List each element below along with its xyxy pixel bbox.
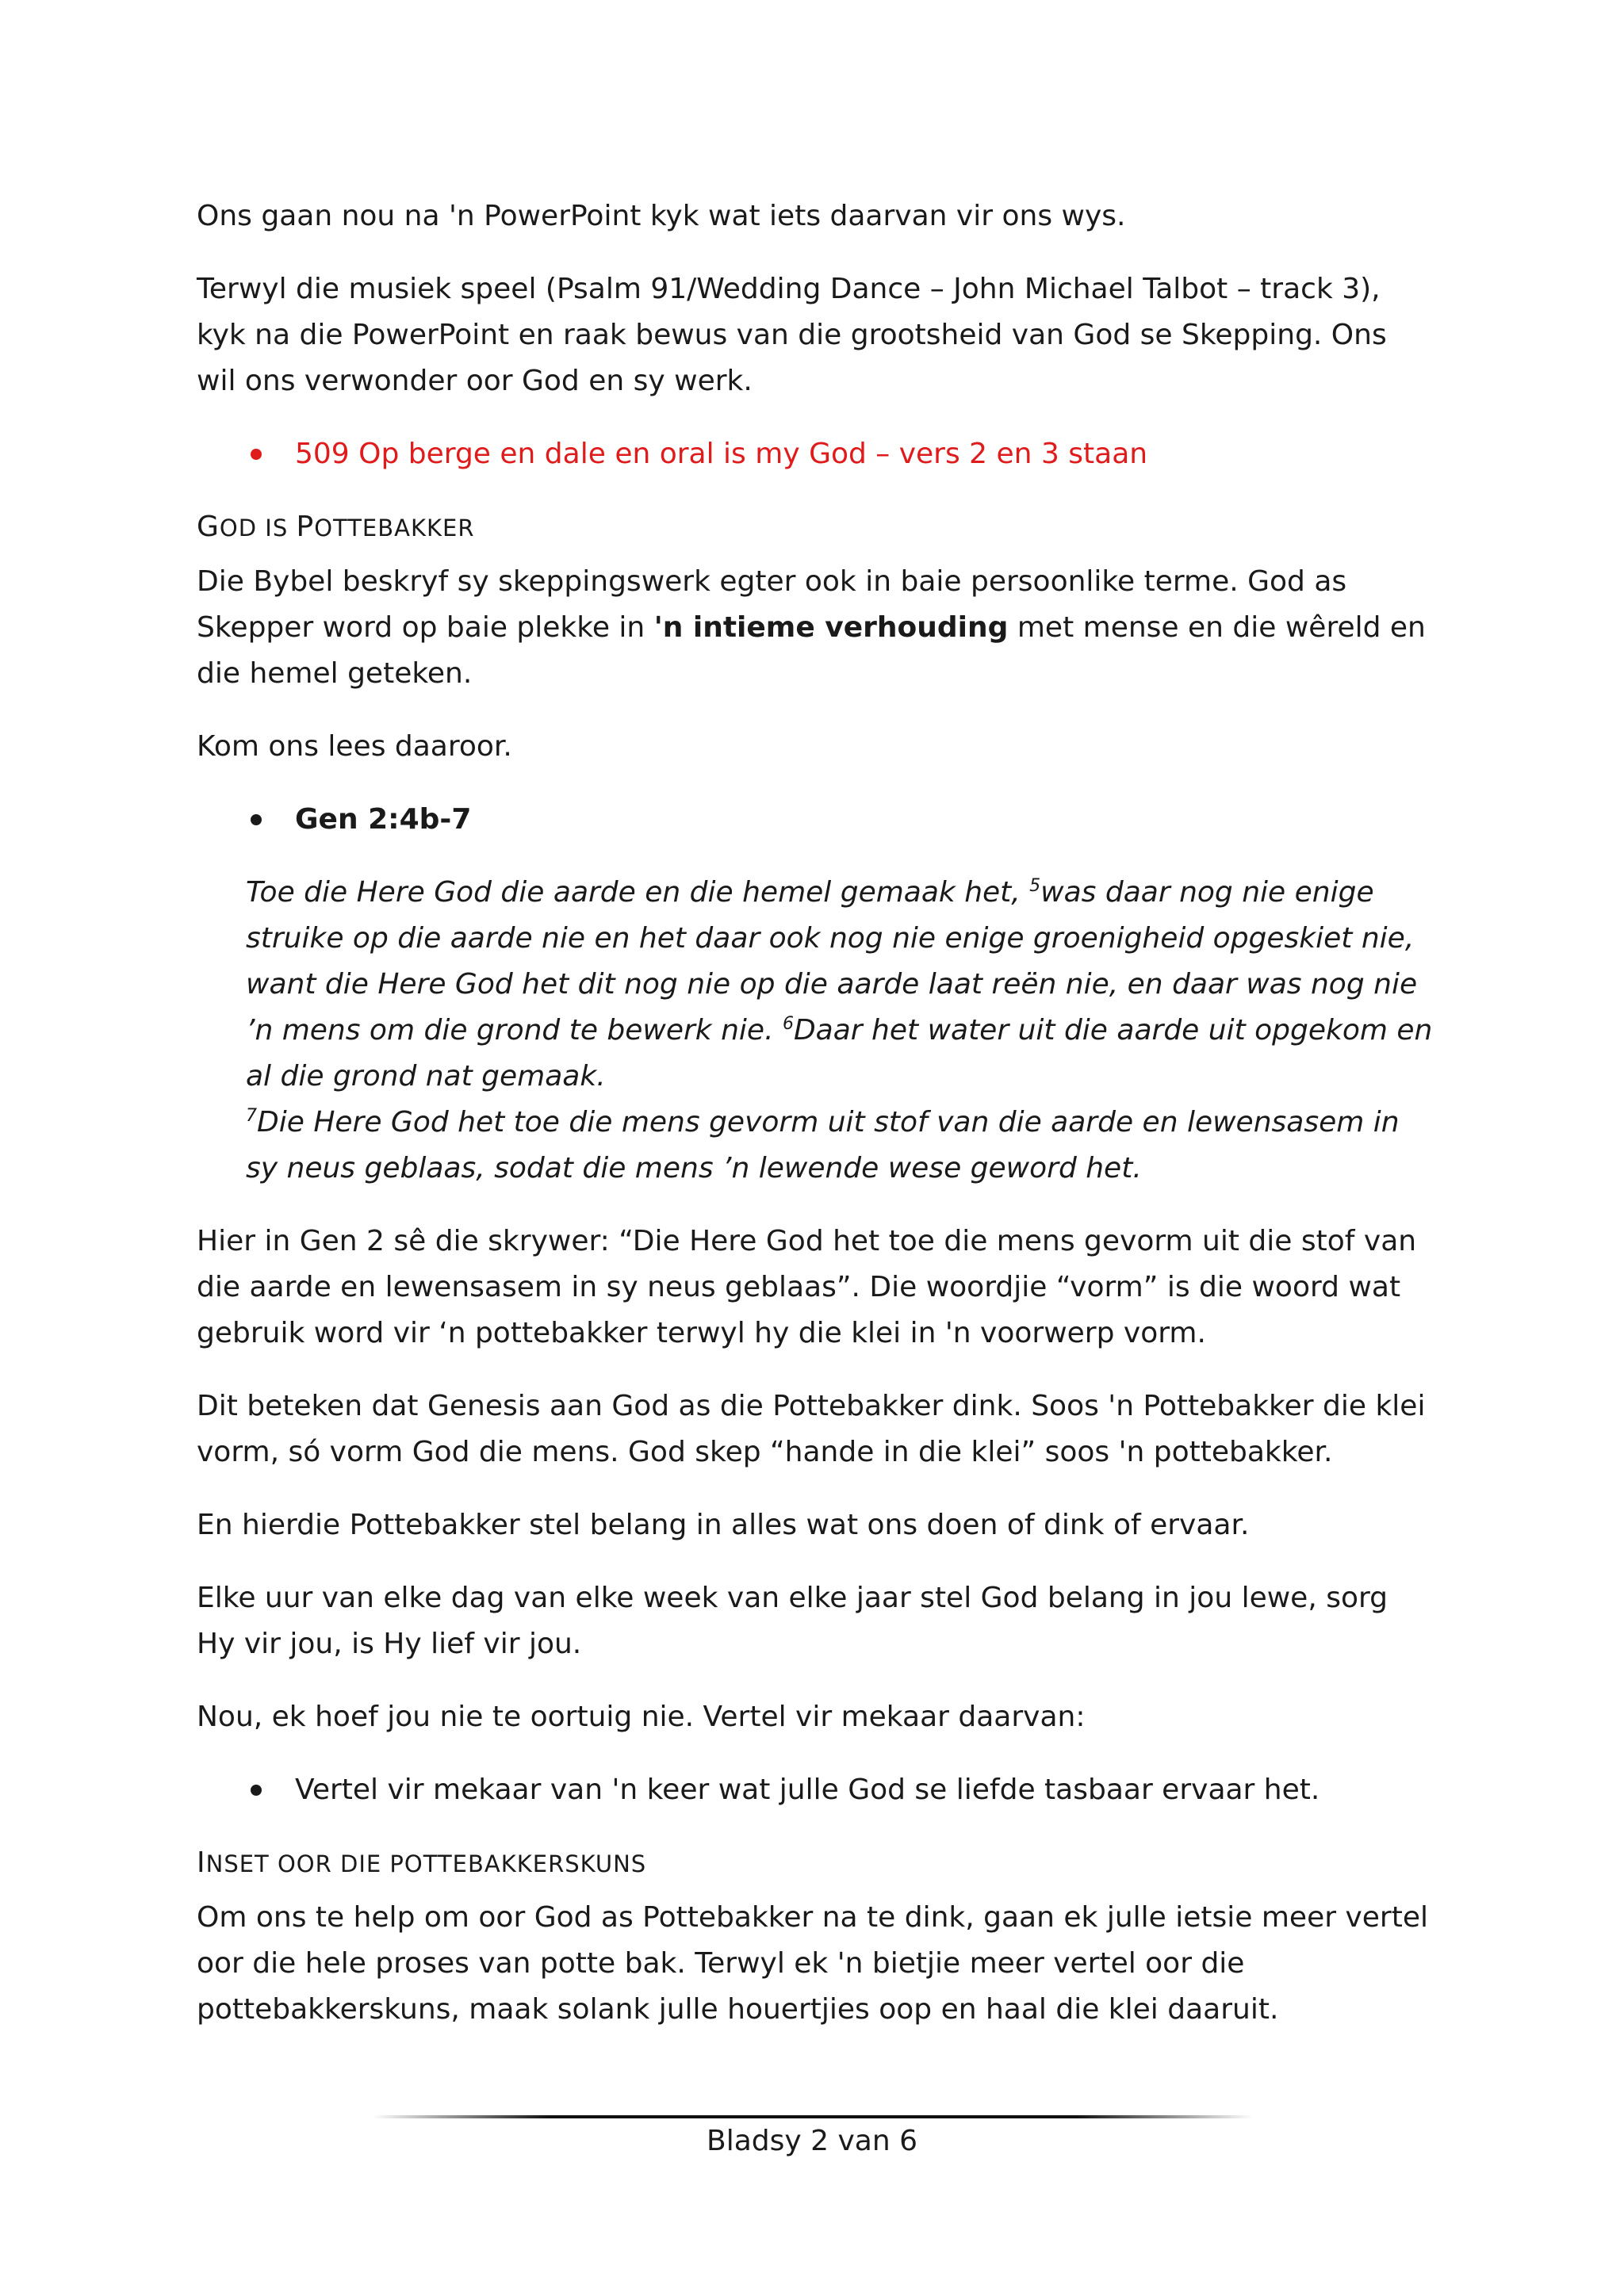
quote-run: Die Here God het toe die mens gevorm uit stof van die aarde en lewensasem in sy neus geblaas, sodat die mens ’n lewende wese geword het. <box>246 1106 1400 1184</box>
quote-run: was daar nog nie enige struike op die aarde nie en het daar ook nog nie enige groenigheid opgeskiet nie, want die Here God het dit nog nie op die aarde laat reën nie, en daar was nog nie ’n mens om die grond te bewerk nie. <box>246 876 1418 1047</box>
bullet-song-text: 509 Op berge en dale en oral is my God – vers 2 en 3 staan <box>295 438 1148 470</box>
paragraph-elke-uur: Elke uur van elke dag van elke week van elke jaar stel God belang in jou lewe, sorg Hy vir jou, is Hy lief vir jou. <box>197 1582 1388 1660</box>
bullet-dot-icon <box>251 814 262 825</box>
bold-phrase: 'n intieme verhouding <box>653 611 1009 644</box>
scripture-quote <box>246 870 1434 1192</box>
paragraph-genesis: Dit beteken dat Genesis aan God as die Pottebakker dink. Soos 'n Pottebakker die klei vorm, só vorm God die mens. God skep “hande in die klei” soos 'n pottebakker. <box>197 1390 1426 1468</box>
quote-run: Toe die Here God die aarde en die hemel gemaak het, <box>246 876 1030 909</box>
bullet-vertel <box>197 1767 1434 1813</box>
bullet-vertel-text: Vertel vir mekaar van 'n keer wat julle God se liefde tasbaar ervaar het. <box>295 1774 1320 1806</box>
paragraph-gen2: Hier in Gen 2 sê die skrywer: “Die Here God het toe die mens gevorm uit die stof van die aarde en lewensasem in sy neus geblaas”. Die woordjie “vorm” is die woord wat gebruik word vir ‘n pottebakker terwyl hy die klei in 'n voorwerp vorm. <box>197 1225 1417 1349</box>
paragraph-music: Terwyl die musiek speel (Psalm 91/Wedding Dance – John Michael Talbot – track 3), kyk na die PowerPoint en raak bewus van die grootsheid van God se Skepping. Ons wil ons verwonder oor God en sy werk. <box>197 273 1387 397</box>
section-heading-god-is-pottebakker <box>197 504 1434 551</box>
heading-initial: G <box>197 511 220 543</box>
bullet-song <box>197 431 1434 477</box>
heading-smallcaps: OD IS <box>219 515 297 541</box>
quote-run: Daar het water uit die aarde uit opgekom en al die grond nat gemaak. <box>246 1014 1433 1093</box>
verse-number: 5 <box>1029 876 1041 896</box>
section-heading-inset <box>197 1840 1434 1887</box>
paragraph-bybel <box>197 559 1434 697</box>
bullet-scripture-ref <box>197 797 1434 843</box>
scripture-ref: Gen 2:4b-7 <box>295 803 472 836</box>
bullet-dot-icon <box>251 1785 262 1796</box>
heading-initial: I <box>197 1846 206 1879</box>
text-run: met mense en die wêreld en die hemel geteken. <box>197 611 1426 690</box>
page-number: Bladsy 2 van 6 <box>707 2125 917 2157</box>
heading-initial: P <box>296 511 315 543</box>
footer-divider <box>373 2115 1253 2118</box>
verse-number: 6 <box>782 1014 794 1034</box>
paragraph-intro: Ons gaan nou na 'n PowerPoint kyk wat iets daarvan vir ons wys. <box>197 200 1126 232</box>
document-body <box>197 193 1434 2060</box>
text-run: Die Bybel beskryf sy skeppingswerk egter ook in baie persoonlike terme. God as Skepper word op baie plekke in <box>197 565 1347 644</box>
heading-smallcaps: OTTEBAKKER <box>314 515 475 541</box>
paragraph-oortuig: Nou, ek hoef jou nie te oortuig nie. Vertel vir mekaar daarvan: <box>197 1701 1086 1733</box>
paragraph-pottebakker-belang: En hierdie Pottebakker stel belang in alles wat ons doen of dink of ervaar. <box>197 1509 1250 1541</box>
paragraph-lees: Kom ons lees daaroor. <box>197 730 512 763</box>
bullet-dot-icon <box>251 449 262 460</box>
paragraph-inset: Om ons te help om oor God as Pottebakker na te dink, gaan ek julle ietsie meer vertel oor die hele proses van potte bak. Terwyl ek 'n bietjie meer vertel oor die pottebakkerskuns, maak solank julle houertjies oop en haal die klei daaruit. <box>197 1901 1428 2026</box>
heading-smallcaps: NSET OOR DIE POTTEBAKKERSKUNS <box>205 1850 647 1877</box>
verse-number: 7 <box>246 1106 257 1126</box>
